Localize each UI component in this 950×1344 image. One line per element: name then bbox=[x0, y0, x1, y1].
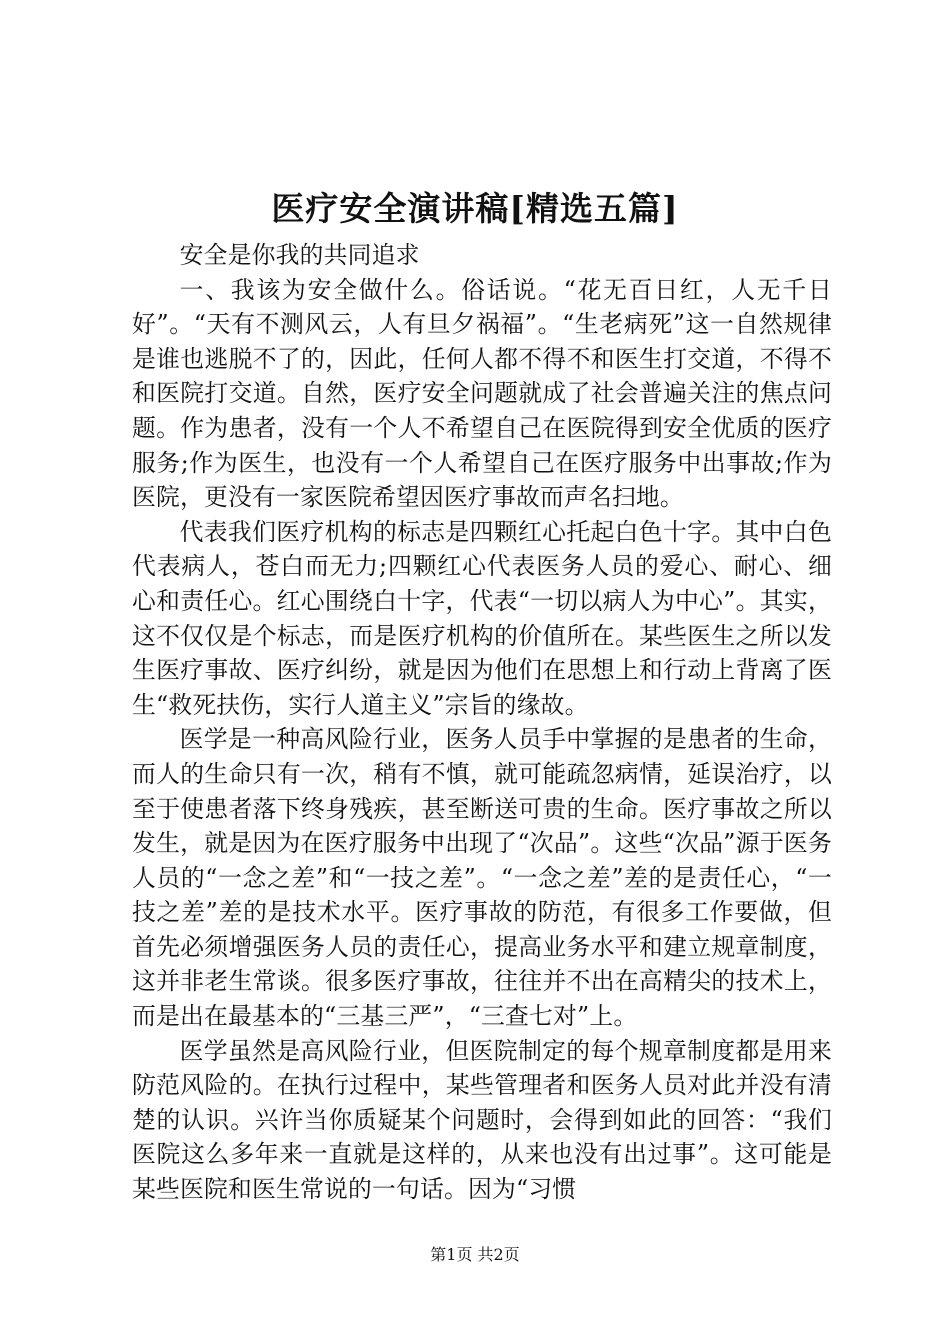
paragraph-4: 医学虽然是高风险行业，但医院制定的每个规章制度都是用来防范风险的。在执行过程中，某些管理者和医务人员对此并没有清楚的认识。兴许当你质疑某个问题时，会得到如此的回答：“我们医院这么多年来一直就是这样的，从来也没有出过事”。这可能是某些医院和医生常说的一句话。因为“习惯 bbox=[132, 1036, 832, 1204]
paragraph-3: 医学是一种高风险行业，医务人员手中掌握的是患者的生命，而人的生命只有一次，稍有不慎，就可能疏忽病情，延误治疗，以至于使患者落下终身残疾，甚至断送可贵的生命。医疗事故之所以发生，就是因为在医疗服务中出现了“次品”。这些“次品”源于医务人员的“一念之差”和“一技之差”。“一念之差”差的是责任心，“一技之差”差的是技术水平。医疗事故的防范，有很多工作要做，但首先必须增强医务人员的责任心，提高业务水平和建立规章制度，这并非老生常谈。很多医疗事故，往往并不出在高精尖的技术上，而是出在最基本的“三基三严”，“三查七对”上。 bbox=[132, 725, 832, 1031]
document-title: 医疗安全演讲稿[精选五篇] bbox=[271, 189, 679, 228]
subtitle: 安全是你我的共同追求 bbox=[179, 241, 420, 269]
document-body bbox=[132, 238, 832, 1204]
paragraph-2: 代表我们医疗机构的标志是四颗红心托起白色十字。其中白色代表病人，苍白而无力;四颗红心代表医务人员的爱心、耐心、细心和责任心。红心围绕白十字，代表“一切以病人为中心”。其实，这不仅仅是个标志，而是医疗机构的价值所在。某些医生之所以发生医疗事故、医疗纠纷，就是因为他们在思想上和行动上背离了医生“救死扶伤，实行人道主义”宗旨的缘故。 bbox=[132, 517, 832, 719]
paragraph-1: 一、我该为安全做什么。俗话说。“花无百日红，人无千日好”。“天有不测风云，人有旦夕祸福”。“生老病死”这一自然规律是谁也逃脱不了的，因此，任何人都不得不和医生打交道，不得不和医院打交道。自然，医疗安全问题就成了社会普遍关注的焦点问题。作为患者，没有一个人不希望自己在医院得到安全优质的医疗服务;作为医生，也没有一个人希望自己在医疗服务中出事故;作为医院，更没有一家医院希望因医疗事故而声名扫地。 bbox=[132, 275, 832, 512]
page-footer: 第1页 共2页 bbox=[430, 1245, 520, 1264]
